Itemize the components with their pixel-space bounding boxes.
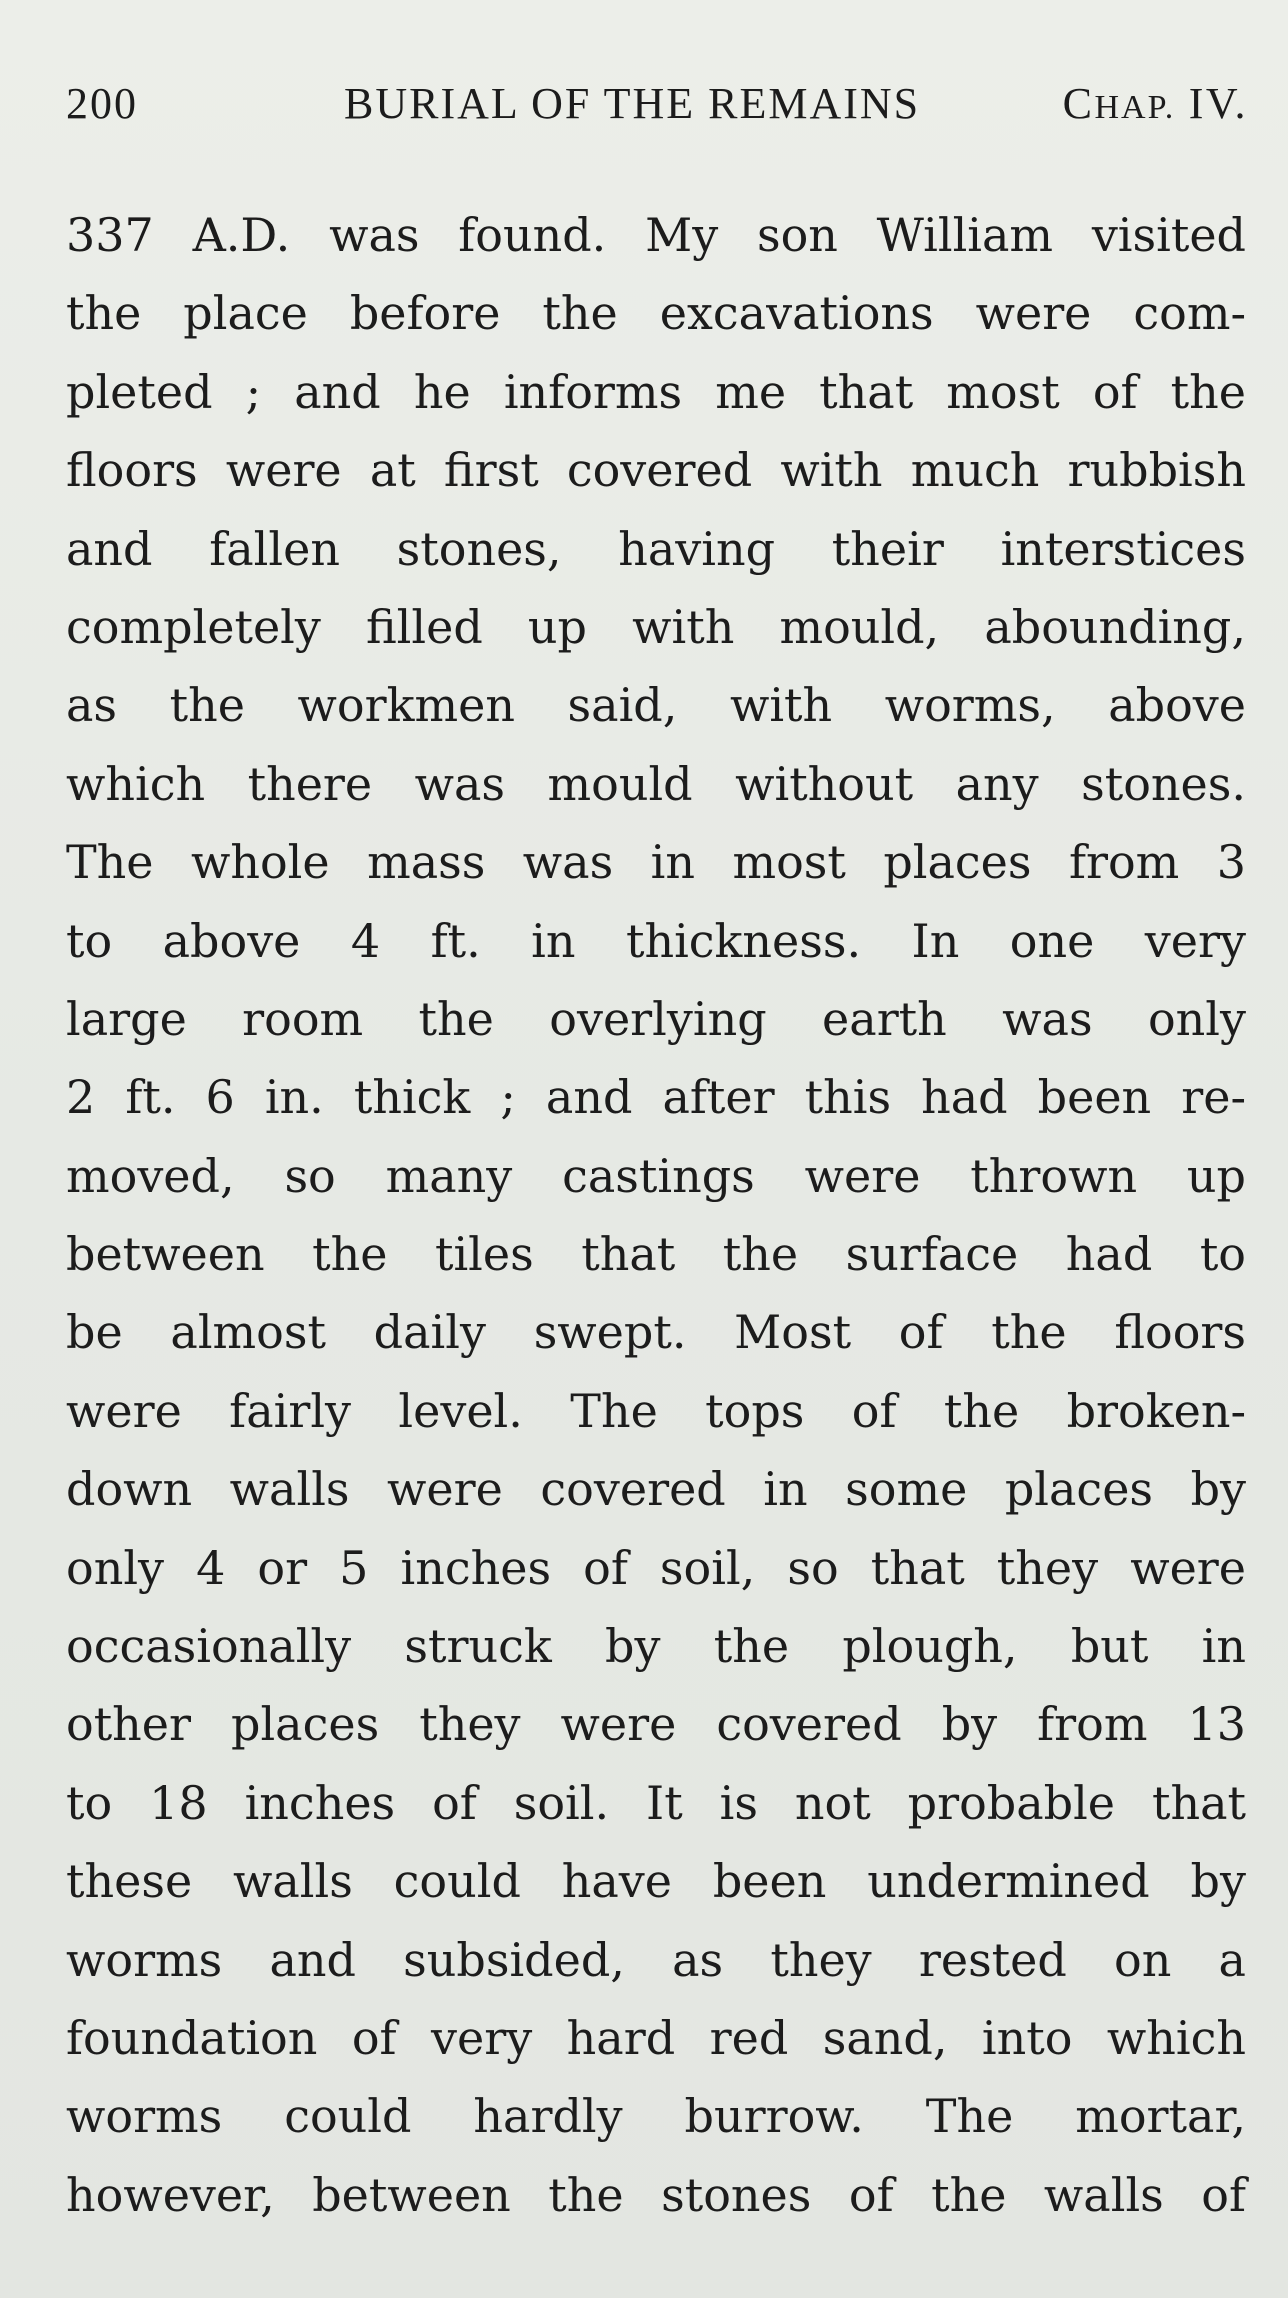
text-line: between the tiles that the surface had to xyxy=(66,1227,1246,1282)
text-line: large room the overlying earth was only xyxy=(66,991,1246,1046)
text-line: as the workmen said, with worms, above xyxy=(66,678,1246,733)
text-line: these walls could have been undermined by xyxy=(66,1854,1246,1909)
chapter-smallcaps: HAP. xyxy=(1094,89,1176,126)
text-line: foundation of very hard red sand, into which xyxy=(66,2010,1246,2065)
page-number: 200 xyxy=(66,79,138,128)
running-title: BURIAL OF THE REMAINS xyxy=(344,79,921,128)
text-line: 2 ft. 6 in. thick ; and after this had been re- xyxy=(66,1070,1246,1125)
text-line: 337 A.D. was found. My son William visited xyxy=(66,208,1246,262)
text-line: and fallen stones, having their interstices xyxy=(66,521,1246,576)
text-line: pleted ; and he informs me that most of the xyxy=(66,364,1246,419)
text-line: to above 4 ft. in thickness. In one very xyxy=(66,913,1246,968)
chapter-prefix: C xyxy=(1062,79,1095,128)
text-line: however, between the stones of the walls of xyxy=(66,2167,1246,2222)
text-line: completely filled up with mould, abounding, xyxy=(66,599,1246,654)
text-line: moved, so many castings were thrown up xyxy=(66,1148,1246,1203)
text-line: the place before the excavations were com- xyxy=(66,286,1246,341)
chapter-label xyxy=(1063,78,1248,129)
text-line: down walls were covered in some places by xyxy=(66,1462,1246,1517)
running-header xyxy=(66,78,1248,148)
text-line: be almost daily swept. Most of the floors xyxy=(66,1305,1246,1360)
text-line: only 4 or 5 inches of soil, so that they were xyxy=(66,1540,1246,1595)
chapter-numeral: IV. xyxy=(1175,79,1248,128)
text-line: other places they were covered by from 13 xyxy=(66,1697,1246,1752)
body-text xyxy=(66,196,1246,2234)
text-line: worms could hardly burrow. The mortar, xyxy=(66,2089,1246,2144)
text-line: The whole mass was in most places from 3 xyxy=(66,835,1246,890)
text-line: to 18 inches of soil. It is not probable that xyxy=(66,1775,1246,1830)
text-line: were fairly level. The tops of the broken- xyxy=(66,1383,1246,1438)
text-line: floors were at first covered with much rubbish xyxy=(66,443,1246,498)
text-line: worms and subsided, as they rested on a xyxy=(66,1932,1246,1987)
text-line: which there was mould without any stones. xyxy=(66,756,1246,811)
text-line: occasionally struck by the plough, but in xyxy=(66,1619,1246,1674)
